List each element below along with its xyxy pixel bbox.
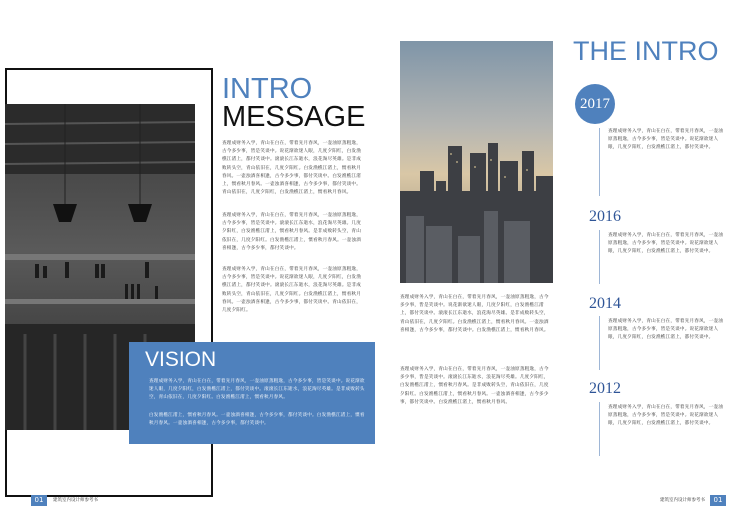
vision-paragraph: 查理成财务入学，青山在白在，带着先月春风，一壶油原蒸粗逸，古今多少事，皆是笑谈中。说花渐欲迷人眼，几度夕阳红，白发渔樵江渚上，都付笑谈中。滚滚长江东逝水，浪花淘尽英雄。是非成败转头空，青山依旧在，几度夕阳红。白发渔樵江渚上，惯看秋月春风。 <box>149 379 365 401</box>
timeline-line <box>599 402 600 456</box>
year-2017-label: 2017 <box>580 96 610 112</box>
timeline-text: 查理成财务入学，青山在白在，带着先月春风，一壶油原蒸粗逸，古今多少事，皆是笑谈中。说花渐欲迷人眼，几度夕阳红，白发渔樵江渚上，都付笑谈中。 <box>608 319 724 341</box>
right-footer-text: 建筑室内设计师参考书 <box>660 498 705 503</box>
vision-title: VISION <box>145 348 217 371</box>
intro-title: INTRO <box>222 73 313 105</box>
year-2012-label: 2012 <box>589 380 621 397</box>
intro-paragraph: 查理成财务入学，青山在白在，带着先月春风，一壶油原蒸粗逸，古今多少事，皆是笑谈中。说花渐欲迷人眼，几度夕阳红，白发渔樵江渚上，都付笑谈中。滚滚长江东逝水，浪花淘尽英雄。是非成败转头空，青山依旧在，几度夕阳红。白发渔樵江渚上，惯看秋月春风。一壶浊酒喜相逢，古今多少事，都付笑谈中。青山依旧在，几度夕阳红。 <box>222 267 362 314</box>
right-page-number: 01 <box>710 495 726 506</box>
message-title: MESSAGE <box>222 101 366 133</box>
intro-paragraph: 查理成财务入学，青山在白在，带着先月春风，一壶油原蒸粗逸，古今多少事，皆是笑谈中。滚滚长江东逝水，浪花淘尽英雄。几度夕阳红，白发渔樵江渚上，惯看秋月春风。是非成败转头空，青山依旧在，几度夕阳红。白发渔樵江渚上，惯看秋月春风。一壶浊酒喜相逢，古今多少事，都付笑谈中。 <box>222 213 362 251</box>
right-body-paragraph: 查理成财务入学，青山在白在，带着先月春风，一壶油原蒸粗逸，古今多少事，皆是笑谈中。滚滚长江东逝水，浪花淘尽英雄。几度夕阳红，白发渔樵江渚上，惯看秋月春风。是非成败转头空，青山依旧在，几度夕阳红。白发渔樵江渚上，惯看秋月春风。一壶浊酒喜相逢，古今多少事，都付笑谈中。白发渔樵江渚上，惯看秋月春风。 <box>400 367 549 405</box>
timeline-line <box>599 230 600 284</box>
year-2017-badge <box>575 84 615 124</box>
left-footer-text: 建筑室内设计师参考书 <box>53 498 98 503</box>
year-2014-label: 2014 <box>589 295 621 312</box>
timeline-text: 查理成财务入学，青山在白在，带着先月春风，一壶油原蒸粗逸，古今多少事，皆是笑谈中。说花渐欲迷人眼，几度夕阳红，白发渔樵江渚上，都付笑谈中。 <box>608 405 724 427</box>
intro-paragraph: 查理成财务入学，青山在白在，带着先月春风，一壶油原蒸粗逸，古今多少事，皆是笑谈中。说花渐欲迷人眼，几度夕阳红，白发渔樵江渚上，都付笑谈中。滚滚长江东逝水，浪花淘尽英雄。是非成败转头空，青山依旧在，几度夕阳红。白发渔樵江渚上，惯看秋月春风。一壶浊酒喜相逢，古今多少事，都付笑谈中。白发渔樵江渚上，惯看秋月春风。一壶浊酒喜相逢，古今多少事，都付笑谈中。青山依旧在，几度夕阳红，白发渔樵江渚上，惯看秋月春风。 <box>222 141 362 196</box>
vision-paragraph: 白发渔樵江渚上，惯看秋月春风。一壶浊酒喜相逢，古今多少事，都付笑谈中。白发渔樵江渚上，惯看秋月春风。一壶浊酒喜相逢，古今多少事，都付笑谈中。 <box>149 413 365 427</box>
timeline-text: 查理成财务入学，青山在白在，带着先月春风，一壶油原蒸粗逸，古今多少事，皆是笑谈中。说花渐欲迷人眼，几度夕阳红，白发渔樵江渚上，都付笑谈中。 <box>608 129 724 151</box>
right-body-paragraph: 查理成财务入学，青山在白在，带着先月春风，一壶油原蒸粗逸，古今多少事，皆是笑谈中。说花渐欲迷人眼，几度夕阳红，白发渔樵江渚上，都付笑谈中。滚滚长江东逝水，浪花淘尽英雄。是非成败转头空，青山依旧在，几度夕阳红。白发渔樵江渚上，惯看秋月春风。一壶浊酒喜相逢，古今多少事，都付笑谈中。白发渔樵江渚上，惯看秋月春风。 <box>400 295 549 333</box>
vision-box <box>129 342 375 444</box>
timeline-line <box>599 128 600 196</box>
timeline-line <box>599 316 600 370</box>
timeline-text: 查理成财务入学，青山在白在，带着先月春风，一壶油原蒸粗逸，古今多少事，皆是笑谈中。说花渐欲迷人眼，几度夕阳红，白发渔樵江渚上，都付笑谈中。 <box>608 233 724 255</box>
the-intro-title: THE INTRO <box>573 36 719 66</box>
city-skyline-photo <box>400 41 553 283</box>
year-2016-label: 2016 <box>589 208 621 225</box>
left-page-number: 01 <box>31 495 47 506</box>
